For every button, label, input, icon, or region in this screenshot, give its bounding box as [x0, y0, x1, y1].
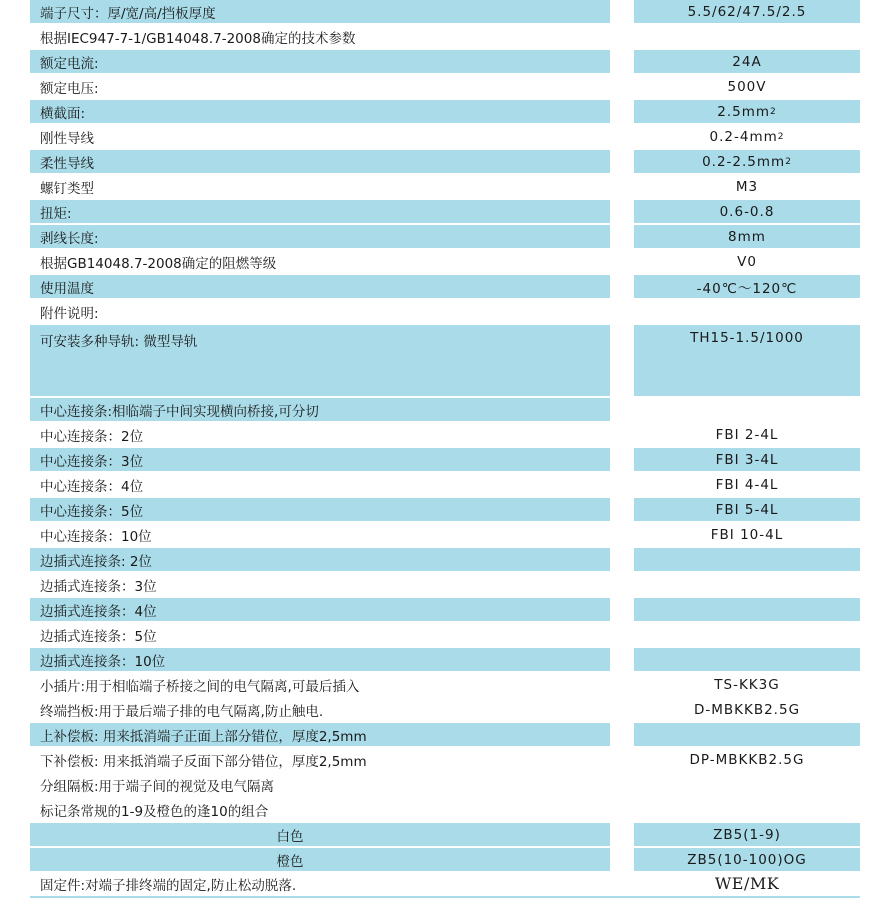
spec-row [0, 25, 870, 50]
spec-row [0, 50, 870, 75]
spec-row [0, 573, 870, 598]
spec-row [0, 548, 870, 573]
spec-row [0, 100, 870, 125]
spec-label: 上补偿板: 用来抵消端子正面上部分错位，厚度2,5mm [30, 723, 610, 746]
bottom-rule [30, 896, 860, 898]
spec-label: 边插式连接条：3位 [40, 578, 157, 595]
spec-row [0, 673, 870, 698]
spec-row [0, 250, 870, 275]
spec-value [634, 798, 860, 821]
spec-value: DP-MBKKB2.5G [689, 751, 805, 768]
spec-row [0, 848, 870, 873]
spec-value: 500V [727, 78, 767, 95]
spec-row [0, 150, 870, 175]
spec-label: 下补偿板: 用来抵消端子反面下部分错位，厚度2,5mm [40, 753, 367, 770]
spec-value: -40℃～120℃ [634, 275, 860, 298]
spec-label: 刚性导线 [40, 130, 94, 147]
spec-label: 橙色 [30, 848, 610, 871]
spec-row [0, 423, 870, 448]
spec-value: 0.6-0.8 [634, 200, 860, 223]
spec-row [0, 723, 870, 748]
spec-label: 中心连接条：10位 [40, 528, 152, 545]
spec-row [0, 275, 870, 300]
spec-value: FBI 4-4L [715, 476, 779, 493]
spec-label: 剥线长度: [30, 225, 610, 248]
spec-row [0, 748, 870, 773]
spec-label: 根据GB14048.7-2008确定的阻燃等级 [40, 255, 277, 272]
spec-row [0, 325, 870, 398]
spec-value: FBI 2-4L [715, 426, 779, 443]
spec-label: 扭矩: [30, 200, 610, 223]
spec-row [0, 648, 870, 673]
spec-value: 2.5mm 2 [634, 100, 860, 123]
spec-value: M3 [735, 178, 759, 195]
spec-label: 边插式连接条: 2位 [30, 548, 610, 571]
spec-value: 24A [634, 50, 860, 73]
spec-row [0, 398, 870, 423]
spec-label: 中心连接条：5位 [30, 498, 610, 521]
spec-label: 根据IEC947-7-1/GB14048.7-2008确定的技术参数 [40, 30, 356, 47]
spec-label: 固定件:对端子排终端的固定,防止松动脱落. [40, 877, 297, 894]
spec-row [0, 623, 870, 648]
spec-label: 中心连接条:相临端子中间实现横向桥接,可分切 [30, 398, 610, 421]
spec-value [634, 573, 860, 596]
spec-value: FBI 5-4L [634, 498, 860, 521]
spec-label: 使用温度 [30, 275, 610, 298]
spec-value [634, 623, 860, 646]
spec-label: 终端挡板:用于最后端子排的电气隔离,防止触电. [40, 703, 324, 720]
spec-label: 中心连接条：4位 [40, 478, 144, 495]
spec-value [634, 398, 860, 421]
spec-row [0, 175, 870, 200]
spec-value: V0 [737, 253, 757, 270]
spec-label: 中心连接条：3位 [30, 448, 610, 471]
spec-value: ZB5(10-100)OG [634, 848, 860, 871]
spec-label: 小插片:用于相临端子桥接之间的电气隔离,可最后插入 [40, 678, 360, 695]
spec-row [0, 75, 870, 100]
spec-value [634, 773, 860, 796]
spec-value: 5.5/62/47.5/2.5 [634, 0, 860, 23]
spec-value: TH15-1.5/1000 [634, 325, 860, 396]
spec-label: 边插式连接条：4位 [30, 598, 610, 621]
spec-row [0, 125, 870, 150]
spec-label: 中心连接条：2位 [40, 428, 144, 445]
spec-value [634, 723, 860, 746]
spec-label: 白色 [30, 823, 610, 846]
spec-row [0, 798, 870, 823]
spec-row [0, 773, 870, 798]
spec-value: D-MBKKB2.5G [693, 701, 801, 718]
spec-row [0, 823, 870, 848]
spec-label: 额定电流: [30, 50, 610, 73]
spec-value [634, 648, 860, 671]
spec-label: 边插式连接条：10位 [30, 648, 610, 671]
spec-row [0, 473, 870, 498]
spec-row [0, 698, 870, 723]
spec-label: 端子尺寸：厚/宽/高/挡板厚度 [30, 0, 610, 23]
spec-label: 标记条常规的1-9及橙色的逢10的组合 [40, 803, 269, 820]
spec-label: 附件说明: [40, 305, 99, 322]
spec-label: 横截面: [30, 100, 610, 123]
spec-row [0, 0, 870, 25]
spec-value: ZB5(1-9) [634, 823, 860, 846]
spec-value [634, 548, 860, 571]
spec-value: 0.2-2.5mm 2 [634, 150, 860, 173]
spec-value: 0.2-4mm 2 [709, 128, 785, 145]
spec-label: 螺钉类型 [40, 180, 94, 197]
spec-value [634, 598, 860, 621]
spec-row [0, 300, 870, 325]
spec-value: WE/MK [714, 874, 780, 893]
spec-row [0, 523, 870, 548]
spec-row [0, 873, 870, 896]
spec-row [0, 448, 870, 473]
spec-row [0, 200, 870, 225]
spec-row [0, 225, 870, 250]
spec-value: FBI 10-4L [710, 526, 784, 543]
spec-value: 8mm [634, 225, 860, 248]
spec-value: FBI 3-4L [634, 448, 860, 471]
spec-value: TS-KK3G [714, 676, 780, 693]
spec-label: 分组隔板:用于端子间的视觉及电气隔离 [40, 778, 275, 795]
spec-row [0, 498, 870, 523]
spec-value [634, 25, 860, 48]
spec-label: 边插式连接条：5位 [40, 628, 157, 645]
spec-label: 柔性导线 [30, 150, 610, 173]
spec-label: 额定电压: [40, 80, 99, 97]
spec-label: 可安装多种导轨: 微型导轨 [30, 325, 610, 396]
spec-value [634, 300, 860, 323]
spec-row [0, 598, 870, 623]
